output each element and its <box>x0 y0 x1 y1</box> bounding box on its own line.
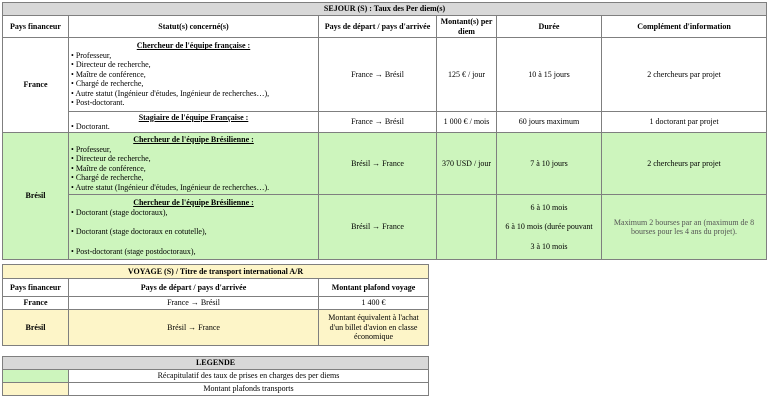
legend-swatch-yellow <box>3 383 69 396</box>
legende-title: LEGENDE <box>3 357 429 370</box>
france-stagiaire-info: 1 doctorant par projet <box>602 112 767 133</box>
voyage-table <box>2 264 429 346</box>
status-item: Autre statut (Ingénieur d'études, Ingénieur de recherches…), <box>75 88 270 98</box>
status-item: Directeur de recherche, <box>75 60 151 70</box>
header-duree: Durée <box>497 16 602 38</box>
legend-label-transports: Montant plafonds transports <box>69 383 429 396</box>
france-stagiaire-header: Stagiaire de l'équipe Française : <box>138 112 249 122</box>
bresil-doct-header: Chercheur de l'équipe Brésilienne : <box>133 198 254 207</box>
france-chercheur-duree: 10 à 15 jours <box>497 38 602 112</box>
bresil-chercheur-duree: 7 à 10 jours <box>497 133 602 195</box>
status-item: Maître de conférence, <box>75 163 146 173</box>
status-item: Chargé de recherche, <box>75 173 144 182</box>
france-stagiaire-duree: 60 jours maximum <box>497 112 602 133</box>
status-item: Post-doctorant (stage postdoctoraux), <box>75 246 196 256</box>
duree-line: 6 à 10 mois (durée pouvant <box>505 222 593 232</box>
france-chercheur-amount: 125 € / jour <box>437 38 497 112</box>
status-item: Maître de conférence, <box>75 69 146 79</box>
sejour-title: SEJOUR (S) : Taux des Per diem(s) <box>3 3 767 16</box>
voyage-montant-france: 1 400 € <box>319 297 429 310</box>
header-complement: Complément d'information <box>602 16 767 38</box>
status-item: Directeur de recherche, <box>75 154 151 163</box>
legend-swatch-green <box>3 370 69 383</box>
header-statuts: Statut(s) concerné(s) <box>69 16 319 38</box>
bresil-doct-status: Chercheur de l'équipe Brésilienne : • Doctorant (stage doctoraux), • Doctorant (stage doctoraux en cotutelle), • Post-doctorant (stage postdoctoraux), <box>69 195 319 260</box>
france-stagiaire-amount: 1 000 € / mois <box>437 112 497 133</box>
status-item: Post-doctorant. <box>75 98 125 108</box>
status-item: Doctorant (stage doctoraux), <box>75 207 168 217</box>
status-item: Professeur, <box>75 144 112 154</box>
bresil-chercheur-header: Chercheur de l'équipe Brésilienne : <box>133 135 254 144</box>
voyage-header-montant: Montant plafond voyage <box>319 279 429 297</box>
bresil-chercheur-status: Chercheur de l'équipe Brésilienne : • Professeur, • Directeur de recherche, • Maître de conférence, • Chargé de recherche, • Autre statut (Ingénieur d'études, Ingénieur de recherches…). <box>69 133 319 195</box>
bresil-chercheur-amount: 370 USD / jour <box>437 133 497 195</box>
voyage-montant-bresil: Montant équivalent à l'achat d'un billet d'avion en classe économique <box>319 310 429 346</box>
sejour-table <box>2 2 767 260</box>
france-chercheur-route: France → Brésil <box>319 38 437 112</box>
france-stagiaire-route: France → Brésil <box>319 112 437 133</box>
france-chercheur-header: Chercheur de l'équipe française : <box>136 41 251 51</box>
status-item: Chargé de recherche, <box>75 79 144 89</box>
bresil-chercheur-info: 2 chercheurs par projet <box>602 133 767 195</box>
bresil-doct-duree <box>497 195 602 260</box>
france-stagiaire-status: Stagiaire de l'équipe Française : • Doctorant. <box>69 112 319 133</box>
voyage-title: VOYAGE (S) / Titre de transport international A/R <box>3 265 429 279</box>
bresil-chercheur-route: Brésil → France <box>319 133 437 195</box>
header-pays-depart-arrivee: Pays de départ / pays d'arrivée <box>319 16 437 38</box>
status-item: Doctorant. <box>75 122 110 131</box>
pays-france: France <box>3 38 69 133</box>
voyage-route-bresil: Brésil → France <box>69 310 319 346</box>
duree-line: 3 à 10 mois <box>530 241 568 251</box>
bresil-doct-route: Brésil → France <box>319 195 437 260</box>
legend-label-per-diem: Récapitulatif des taux de prises en charges des per diems <box>69 370 429 383</box>
duree-line: 6 à 10 mois <box>530 202 568 212</box>
voyage-header-pays-financeur: Pays financeur <box>3 279 69 297</box>
france-chercheur-info: 2 chercheurs par projet <box>602 38 767 112</box>
legende-table <box>2 356 429 396</box>
status-item: Professeur, <box>75 50 112 60</box>
bresil-doct-info: Maximum 2 bourses par an (maximum de 8 bourses pour les 4 ans du projet). <box>602 195 767 260</box>
status-item: Doctorant (stage doctoraux en cotutelle), <box>75 227 207 236</box>
france-chercheur-status: Chercheur de l'équipe française : • Professeur, • Directeur de recherche, • Maître de conférence, • Chargé de recherche, • Autre statut (Ingénieur d'études, Ingénieur de recherches…), • Post-doctorant. <box>69 38 319 112</box>
header-montant-per-diem: Montant(s) per diem <box>437 16 497 38</box>
pays-bresil: Brésil <box>3 133 69 260</box>
voyage-header-route: Pays de départ / pays d'arrivée <box>69 279 319 297</box>
voyage-pays-france: France <box>3 297 69 310</box>
status-item: Autre statut (Ingénieur d'études, Ingénieur de recherches…). <box>75 182 270 192</box>
voyage-route-france: France → Brésil <box>69 297 319 310</box>
voyage-pays-bresil: Brésil <box>3 310 69 346</box>
bresil-doct-amount <box>437 195 497 260</box>
header-pays-financeur: Pays financeur <box>3 16 69 38</box>
